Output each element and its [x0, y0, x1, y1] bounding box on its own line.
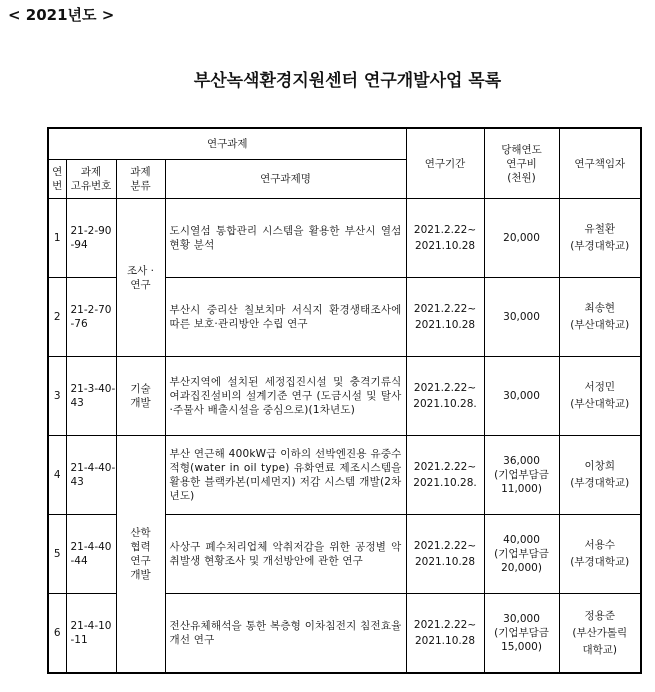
- rnd-project-table: [47, 127, 642, 674]
- row-project-id-line: 21-3-40-: [70, 383, 116, 395]
- row-researcher: [559, 594, 641, 674]
- row-seq: 4: [48, 436, 66, 515]
- category-line: 개발: [130, 569, 151, 581]
- row-category-tech: [116, 357, 165, 436]
- row-researcher: [559, 515, 641, 594]
- header-project-id-line-2: 고유번호: [70, 180, 112, 192]
- category-line: 연구: [130, 278, 151, 291]
- header-project-id: [66, 160, 116, 199]
- table-row: [48, 436, 641, 515]
- header-budget-line-3: (천원): [507, 171, 536, 184]
- header-category-line-1: 과제: [130, 166, 151, 178]
- header-seq-line-2: 번: [52, 180, 63, 192]
- row-budget-line: 11,000): [501, 483, 542, 495]
- row-period-line: 2021.10.28: [414, 319, 476, 331]
- row-researcher-line: 서정민: [584, 381, 615, 393]
- row-period-line: 2021.10.28.: [413, 477, 477, 489]
- header-budget-line-2: 연구비: [506, 157, 537, 170]
- row-seq: 1: [48, 199, 66, 278]
- row-category-collab: [116, 436, 165, 674]
- row-researcher-line: (부산대학교): [570, 398, 630, 410]
- row-period-line: 2021.10.28: [414, 556, 476, 568]
- header-seq: [48, 160, 66, 199]
- header-seq-line-1: 연: [52, 166, 63, 178]
- row-project-name: 도시열섬 통합관리 시스템을 활용한 부산시 열섬현황 분석: [165, 199, 406, 278]
- row-researcher-line: (부산대학교): [570, 319, 630, 331]
- row-researcher: [559, 199, 641, 278]
- row-project-id: [66, 199, 116, 278]
- category-line: 개발: [130, 397, 151, 409]
- row-budget-line: 30,000: [503, 390, 540, 402]
- row-period-line: 2021.2.22~: [413, 303, 477, 315]
- row-project-id-line: -11: [70, 634, 88, 646]
- header-category: [116, 160, 165, 199]
- row-project-id: [66, 515, 116, 594]
- row-researcher-line: 정용준: [584, 609, 615, 622]
- row-project-id-line: 21-4-40-: [70, 462, 116, 474]
- row-budget-line: 20,000: [503, 232, 540, 244]
- row-project-name: 사상구 폐수처리업체 악취저감을 위한 공정별 악취발생 현황조사 및 개선방안에 관한 연구: [165, 515, 406, 594]
- row-budget: [484, 515, 559, 594]
- row-budget-line: 36,000: [503, 455, 540, 467]
- row-budget: [484, 594, 559, 674]
- row-period: [406, 357, 484, 436]
- row-researcher-line: 대학교): [582, 643, 618, 656]
- row-project-name: 부산지역에 설치된 세정집진시설 및 충격기류식 여과집진설비의 설계기준 연구 (도금시설 및 탈사·주물사 배출시설을 중심으로)(1차년도): [165, 357, 406, 436]
- row-seq: 5: [48, 515, 66, 594]
- row-period: [406, 436, 484, 515]
- row-period: [406, 515, 484, 594]
- header-project-name: 연구과제명: [165, 160, 406, 199]
- row-project-id-line: -94: [70, 239, 88, 251]
- row-project-id-line: 21-2-70: [70, 304, 112, 316]
- row-seq: 2: [48, 278, 66, 357]
- row-period-line: 2021.2.22~: [413, 619, 477, 631]
- row-project-id: [66, 278, 116, 357]
- row-category-survey: [116, 199, 165, 357]
- row-researcher-line: 이창희: [584, 460, 615, 472]
- header-project-id-line-1: 과제: [80, 166, 102, 178]
- row-period-line: 2021.2.22~: [413, 224, 477, 236]
- row-project-id: [66, 436, 116, 515]
- row-seq: 3: [48, 357, 66, 436]
- category-line: 연구: [130, 555, 151, 567]
- row-researcher-line: (부경대학교): [570, 556, 630, 568]
- header-category-line-2: 분류: [130, 180, 151, 192]
- row-budget-line: 30,000: [503, 311, 540, 323]
- row-period-line: 2021.2.22~: [413, 382, 477, 394]
- row-budget: [484, 278, 559, 357]
- row-researcher: [559, 278, 641, 357]
- header-budget: [484, 128, 559, 199]
- row-seq: 6: [48, 594, 66, 674]
- row-project-name: 부산시 중리산 칠보치마 서식지 환경생태조사에 따른 보호·관리방안 수립 연구: [165, 278, 406, 357]
- row-researcher-line: 유철환: [584, 223, 615, 235]
- header-period: 연구기간: [406, 128, 484, 199]
- header-researcher: 연구책임자: [559, 128, 641, 199]
- row-budget-line: (기업부담금: [494, 627, 549, 639]
- row-researcher-line: (부경대학교): [570, 240, 630, 252]
- category-line: 산학: [130, 527, 151, 539]
- row-period-line: 2021.2.22~: [413, 461, 477, 473]
- row-budget-line: (기업부담금: [494, 548, 549, 560]
- row-budget: [484, 436, 559, 515]
- row-project-id-line: -44: [70, 555, 88, 567]
- row-period-line: 2021.10.28: [414, 635, 476, 647]
- row-budget-line: 40,000: [503, 534, 540, 546]
- table-row: [48, 199, 641, 278]
- category-line: 기술: [130, 383, 151, 395]
- row-project-id-line: 21-4-40: [70, 541, 112, 553]
- row-researcher-line: 최송현: [584, 302, 615, 314]
- row-project-name: 부산 연근해 400kW급 이하의 선박엔진용 유중수적형(water in oil type) 유화연료 제조시스템을 활용한 블랙카본(미세먼지) 저감 시스템 개발(2차년도): [165, 436, 406, 515]
- row-researcher-line: 서용수: [584, 539, 615, 551]
- row-period: [406, 199, 484, 278]
- row-project-id-line: 43: [70, 397, 84, 409]
- row-budget-line: 20,000): [501, 562, 542, 574]
- header-research-project: 연구과제: [48, 128, 406, 160]
- row-researcher: [559, 357, 641, 436]
- row-period: [406, 278, 484, 357]
- category-line: 조사 ·: [127, 264, 154, 277]
- row-budget-line: (기업부담금: [494, 469, 549, 481]
- row-period-line: 2021.10.28.: [413, 398, 477, 410]
- table-row: [48, 357, 641, 436]
- row-project-id-line: -76: [70, 318, 88, 330]
- document-title: 부산녹색환경지원센터 연구개발사업 목록: [193, 71, 502, 91]
- row-project-name: 전산유체해석을 통한 복층형 이차침전지 침전효율 개선 연구: [165, 594, 406, 674]
- header-budget-line-1: 당해연도: [501, 143, 542, 156]
- row-project-id: [66, 357, 116, 436]
- row-researcher-line: (부경대학교): [570, 477, 630, 489]
- year-label: < 2021년도 >: [8, 6, 115, 24]
- row-budget: [484, 357, 559, 436]
- row-project-id-line: 21-4-10: [70, 620, 112, 632]
- row-period-line: 2021.10.28: [414, 240, 476, 252]
- row-period: [406, 594, 484, 674]
- category-line: 협력: [130, 541, 151, 553]
- row-researcher: [559, 436, 641, 515]
- row-budget-line: 15,000): [501, 641, 542, 653]
- row-researcher-line: (부산가톨릭: [572, 626, 628, 639]
- row-project-id: [66, 594, 116, 674]
- row-budget-line: 30,000: [503, 613, 540, 625]
- row-period-line: 2021.2.22~: [413, 540, 477, 552]
- row-project-id-line: 21-2-90: [70, 225, 112, 237]
- row-project-id-line: 43: [70, 476, 84, 488]
- row-budget: [484, 199, 559, 278]
